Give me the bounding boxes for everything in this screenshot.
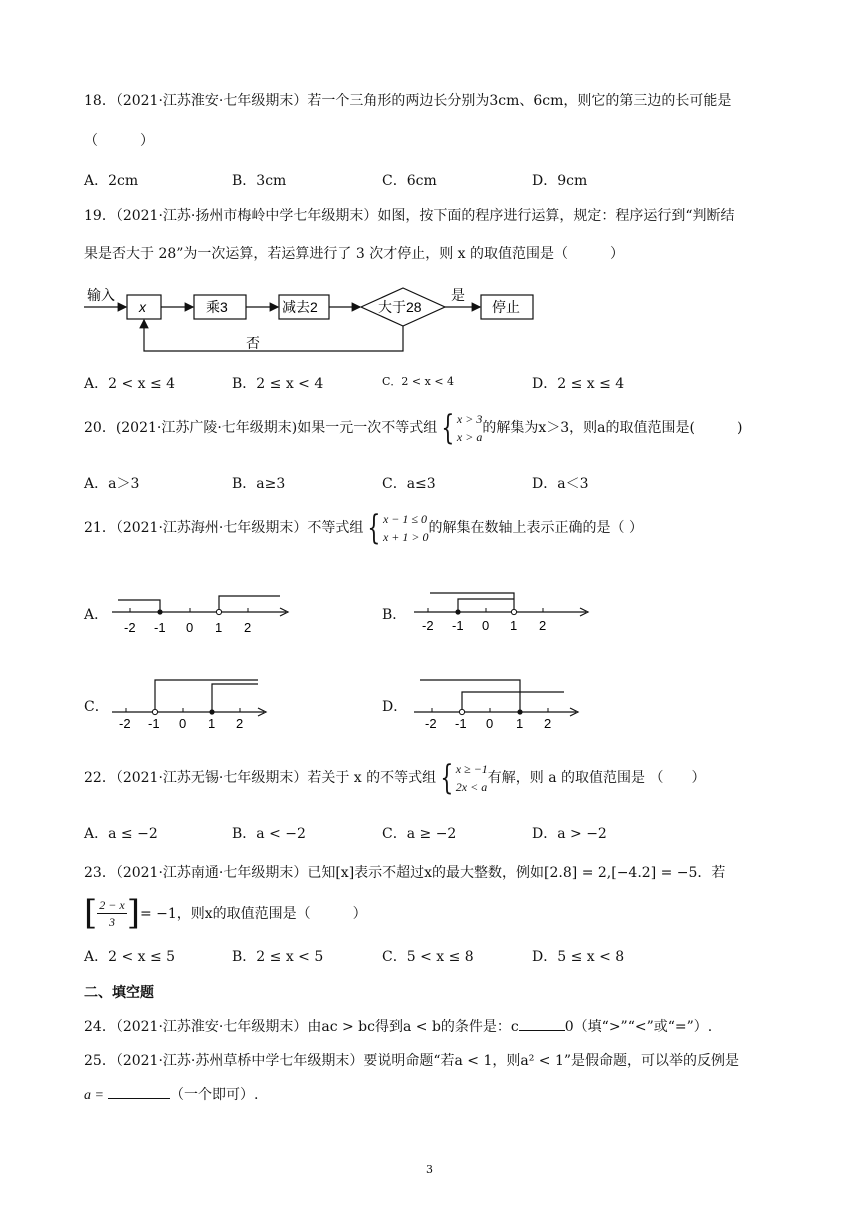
q22-option-c: C．a ≥ −2 bbox=[382, 826, 457, 842]
question-23-text: 23．（2021·江苏南通·七年级期末）已知[x]表示不超过x的最大整数，例如[2.8] = 2,[−4.2] = −5．若 bbox=[84, 865, 726, 881]
page-number: 3 bbox=[426, 1163, 433, 1176]
question-18-paren: （ ） bbox=[84, 133, 154, 149]
tick-a-4: 2 bbox=[244, 620, 252, 635]
tick-a-2: 0 bbox=[186, 620, 194, 635]
flow-input-label: 输入 bbox=[87, 287, 115, 303]
section-heading: 二、填空题 bbox=[84, 985, 154, 1001]
tick-c-1: -1 bbox=[148, 716, 160, 731]
q21-brace: { bbox=[367, 508, 381, 548]
q22-suffix: 有解，则 a 的取值范围是 （ ） bbox=[487, 770, 706, 786]
tick-c-0: -2 bbox=[119, 716, 131, 731]
tick-c-2: 0 bbox=[179, 716, 187, 731]
question-19-text-2: 果是否大于 28”为一次运算，若运算进行了 3 次才停止，则 x 的取值范围是（ ） bbox=[84, 246, 625, 262]
q21-label-d: D． bbox=[382, 699, 408, 715]
question-18-text: 18．（2021·江苏淮安·七年级期末）若一个三角形的两边长分别为3cm、6cm，则它的第三边的长可能是 bbox=[84, 93, 732, 109]
question-25-text: 25．（2021·江苏·苏州草桥中学七年级期末）要说明命题“若a < 1，则a² < 1”是假命题，可以举的反例是 bbox=[84, 1053, 740, 1069]
q21-sys-line2: x + 1 > 0 bbox=[382, 530, 429, 544]
q20-prefix: 20．(2021·江苏广陵·七年级期末)如果一元一次不等式组 bbox=[84, 420, 438, 436]
tick-b-0: -2 bbox=[422, 618, 434, 633]
q20-suffix: 的解集为x＞3，则a的取值范围是( ) bbox=[482, 420, 743, 436]
q22-option-d: D．a > −2 bbox=[532, 826, 607, 842]
q20-option-c: C．a≤3 bbox=[382, 476, 436, 492]
q23-frac-num: 2 − x bbox=[99, 897, 125, 912]
q20-brace: { bbox=[441, 408, 455, 448]
flow-sub-label: 减去2 bbox=[282, 299, 318, 315]
q20-option-a: A．a＞3 bbox=[84, 476, 140, 492]
flow-stop-label: 停止 bbox=[492, 299, 520, 315]
q18-option-b: B．3cm bbox=[232, 173, 287, 189]
q18-option-a: A．2cm bbox=[84, 173, 139, 189]
number-line-a bbox=[108, 590, 298, 640]
q22-system bbox=[456, 760, 488, 796]
q23-option-a: A．2 < x ≤ 5 bbox=[84, 949, 176, 965]
tick-b-3: 1 bbox=[510, 618, 518, 633]
q23-option-b: B．2 ≤ x < 5 bbox=[232, 949, 324, 965]
q22-option-b: B．a < −2 bbox=[232, 826, 306, 842]
q21-sys-line1: x − 1 ≤ 0 bbox=[382, 512, 427, 526]
q25-answer-blank[interactable] bbox=[108, 1084, 170, 1099]
q25-prefix: a = bbox=[84, 1088, 104, 1103]
question-25-line2 bbox=[84, 1084, 258, 1104]
q22-prefix: 22．（2021·江苏无锡·七年级期末）若关于 x 的不等式组 bbox=[84, 770, 437, 786]
q23-frac-den: 3 bbox=[108, 914, 115, 929]
question-20-text bbox=[84, 410, 742, 446]
question-23-line2 bbox=[84, 893, 367, 933]
q22-sys-line2: 2x < a bbox=[455, 780, 488, 794]
q24-suffix: 0（填“>”“<”或“=”）. bbox=[564, 1019, 713, 1035]
question-24-text bbox=[84, 1016, 712, 1036]
q22-option-a: A．a ≤ −2 bbox=[84, 826, 158, 842]
q20-system bbox=[457, 410, 482, 446]
tick-d-2: 0 bbox=[486, 716, 494, 731]
tick-d-1: -1 bbox=[455, 716, 467, 731]
flow-no-label: 否 bbox=[246, 335, 260, 351]
q21-prefix: 21．（2021·江苏海州·七年级期末）不等式组 bbox=[84, 520, 364, 536]
q23-fraction bbox=[97, 897, 126, 930]
q22-brace: { bbox=[440, 758, 454, 798]
tick-a-1: -1 bbox=[154, 620, 166, 635]
tick-d-4: 2 bbox=[544, 716, 552, 731]
q21-suffix: 的解集在数轴上表示正确的是（ ） bbox=[428, 520, 643, 536]
flow-yes-label: 是 bbox=[451, 287, 465, 303]
tick-c-3: 1 bbox=[208, 716, 216, 731]
q21-label-a: A． bbox=[84, 607, 109, 623]
q23-bracket-left: [ bbox=[84, 893, 98, 933]
tick-a-3: 1 bbox=[215, 620, 223, 635]
number-line-d bbox=[410, 672, 590, 732]
q18-option-d: D．9cm bbox=[532, 173, 588, 189]
question-19-text: 19．（2021·江苏·扬州市梅岭中学七年级期末）如图，按下面的程序进行运算，规定：程序运行到“判断结 bbox=[84, 208, 735, 224]
q19-option-c: C．2 < x < 4 bbox=[382, 375, 455, 388]
number-line-b bbox=[410, 585, 600, 640]
q23-option-d: D．5 ≤ x < 8 bbox=[532, 949, 625, 965]
flow-mul-label: 乘3 bbox=[206, 299, 228, 315]
q20-sys-line1: x > 3 bbox=[456, 412, 483, 426]
q23-option-c: C．5 < x ≤ 8 bbox=[382, 949, 474, 965]
q22-sys-line1: x ≥ −1 bbox=[455, 762, 488, 776]
flow-cond-label: 大于28 bbox=[378, 299, 422, 315]
q18-option-c: C．6cm bbox=[382, 173, 437, 189]
q19-option-b: B．2 ≤ x < 4 bbox=[232, 376, 324, 392]
question-22-text bbox=[84, 760, 706, 796]
question-21-text bbox=[84, 510, 643, 546]
flowchart-diagram bbox=[84, 280, 544, 360]
q21-system bbox=[383, 510, 429, 546]
tick-d-3: 1 bbox=[516, 716, 524, 731]
q24-answer-blank[interactable] bbox=[519, 1016, 565, 1031]
q23-bracket-right: ] bbox=[126, 893, 140, 933]
tick-b-2: 0 bbox=[482, 618, 490, 633]
tick-b-1: -1 bbox=[452, 618, 464, 633]
tick-b-4: 2 bbox=[539, 618, 547, 633]
flow-x-label: x bbox=[139, 299, 146, 315]
q20-sys-line2: x > a bbox=[456, 430, 483, 444]
number-line-c bbox=[108, 672, 278, 732]
tick-d-0: -2 bbox=[425, 716, 437, 731]
q23-line2-suffix: = −1，则x的取值范围是（ ） bbox=[139, 906, 367, 922]
q20-option-d: D．a＜3 bbox=[532, 476, 589, 492]
q21-label-b: B． bbox=[382, 607, 407, 623]
q21-label-c: C． bbox=[84, 699, 109, 715]
tick-a-0: -2 bbox=[124, 620, 136, 635]
tick-c-4: 2 bbox=[236, 716, 244, 731]
q25-suffix: （一个即可）. bbox=[169, 1087, 259, 1103]
q20-option-b: B．a≥3 bbox=[232, 476, 286, 492]
q19-option-d: D．2 ≤ x ≤ 4 bbox=[532, 376, 625, 392]
q24-text: 24．（2021·江苏淮安·七年级期末）由ac > bc得到a < b的条件是：c bbox=[84, 1019, 519, 1035]
q19-option-a: A．2 < x ≤ 4 bbox=[84, 376, 176, 392]
